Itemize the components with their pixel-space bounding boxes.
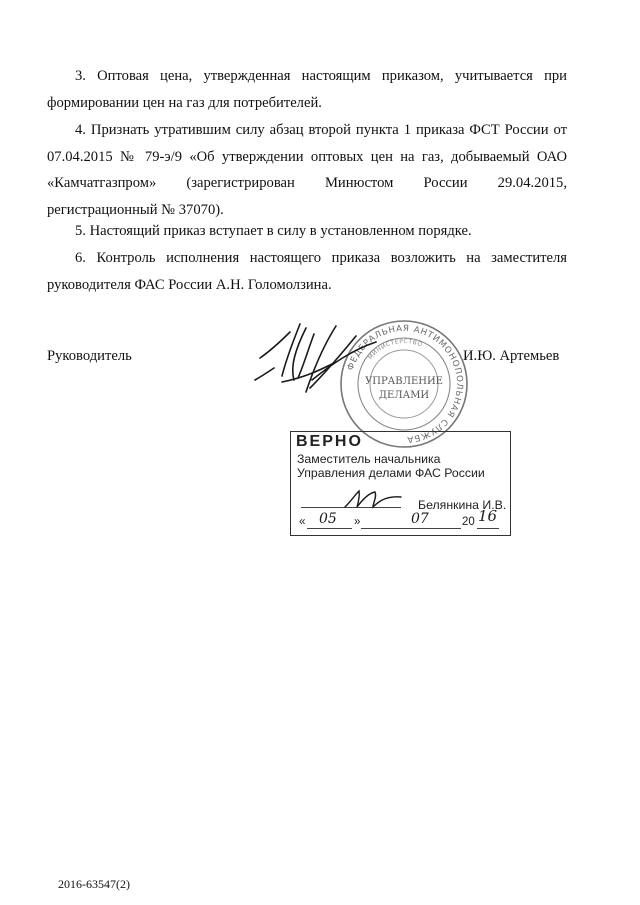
seal-ring-text: ФЕДЕРАЛЬНАЯ АНТИМОНОПОЛЬНАЯ СЛУЖБА xyxy=(345,323,465,445)
handwritten-signature xyxy=(252,318,382,403)
stamp-signer-name: Белянкина И.В. xyxy=(418,498,507,512)
date-day-line xyxy=(307,528,352,529)
date-year-line xyxy=(477,528,499,529)
stamp-title: ВЕРНО xyxy=(296,433,363,450)
signer-name: И.Ю. Артемьев xyxy=(463,348,560,364)
date-month: 07 xyxy=(411,511,429,527)
stamp-date-row xyxy=(299,507,504,533)
signer-title: Руководитель xyxy=(47,348,132,364)
date-day: 05 xyxy=(319,511,337,527)
stamp-position-line: Заместитель начальника xyxy=(297,452,441,466)
paragraph-3: 3. Оптовая цена, утвержденная настоящим приказом, учитывается при формировании цен на газ для потребителей. xyxy=(47,68,567,111)
seal-center-line2: ДЕЛАМИ xyxy=(378,390,430,401)
seal-center-line1: УПРАВЛЕНИЕ xyxy=(365,376,443,387)
date-month-line xyxy=(361,528,461,529)
date-year-suffix: 16 xyxy=(478,507,498,525)
date-open-quote: « xyxy=(299,516,306,528)
date-close-quote: » xyxy=(354,516,361,528)
date-year-prefix: 20 xyxy=(462,516,475,528)
paragraph-4: 4. Признать утратившим силу абзац второй пункта 1 приказа ФСТ России от 07.04.2015 № 79-э/9 «Об утверждении оптовых цен на газ, добываемый ОАО «Камчатгазпром» (зарегистрирован Минюстом России 29.04.2015, регистрационный № 37070). xyxy=(47,122,567,218)
stamp-handwritten-signature xyxy=(343,487,403,511)
certification-stamp xyxy=(290,431,511,536)
paragraph-6: 6. Контроль исполнения настоящего приказа возложить на заместителя руководителя ФАС России А.Н. Голомолзина. xyxy=(47,250,567,293)
seal-inner-text: МИНИСТЕРСТВО xyxy=(366,337,424,362)
paragraph-5: 5. Настоящий приказ вступает в силу в установленном порядке. xyxy=(75,223,472,239)
document-number: 2016-63547(2) xyxy=(58,877,130,891)
stamp-department-line: Управления делами ФАС России xyxy=(297,466,485,480)
